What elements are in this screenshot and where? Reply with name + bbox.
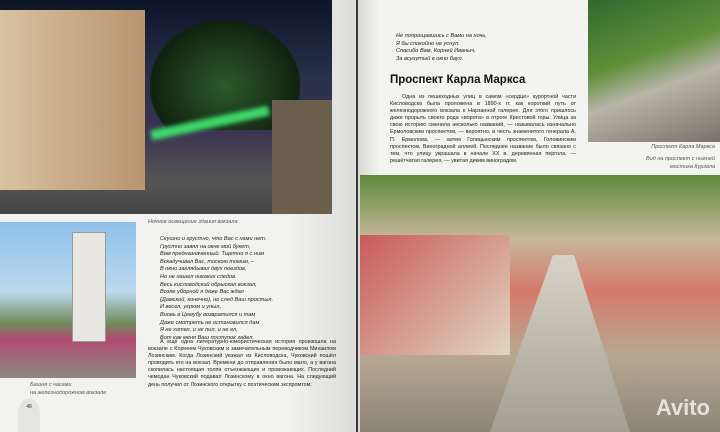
poem-right <box>396 33 576 63</box>
caption-line: Башня с часами <box>30 382 72 388</box>
caption-line: Проспект Карла Маркса <box>651 144 715 150</box>
caption-line: Вид на проспект с нижней <box>646 156 715 162</box>
poem-line: Вновь в Цемубу возвратился и там <box>160 311 256 318</box>
poem-line: Грустно завял на окне мой букет, <box>160 243 251 250</box>
poem-line: Весь кисловодский обрыскал вокзал, <box>160 281 257 288</box>
poem-line: Вам предназначенный. Тщетно я с ним <box>160 251 264 258</box>
poem-line: Не попрощавшись с Вами на ночь, <box>396 33 487 39</box>
poem-line: Но не нашел никаких следов. <box>160 273 237 280</box>
section-title: Проспект Карла Маркса <box>390 74 526 86</box>
paragraph-right: Одна из пешеходных улиц в самом «сердце» курортной части Кисловодска была проложена в 1890-х гг. как короткий путь от железнодорожного вокзала к Нарзанной галерее. Для этого пришлось даже прорыть своего рода «ворота» в отроге Крестовой горы. Улица за свою историю сменила несколько названий, — называлась изначально Ермоловским проспектом, — вероятно, в честь знаменитого генерала А. П. Ермолова, — затем Голицынским проспектом, Головинским проспектом, Виноградной аллеей. Последнее название было связано с тем, что улицу украшала в начале XX в. деревянная пергола, — решётчатая галерея, — увитая диким виноградом. <box>390 94 576 164</box>
poem-line: Я бы спокойно не уснул. <box>396 40 460 47</box>
watermark: Avito <box>655 395 710 420</box>
poem-line: (Дамской, конечно), но след Ваш простыл. <box>160 296 274 303</box>
poem-line: Я не хотел, и не пил, и не ел, <box>160 327 238 334</box>
paragraph-left: А ещё одна литературно-юмористическая история произошла на вокзале с Корнеем Чуковским и замечательным переводчиком Михаилом Лозинским. Когда Лозинский уезжал из Кисловодска, Чуковский пошёл проводить его на вокзал. Времени до отправления было мало, а у вагона скопилась настоящая толпа отъезжающих и провожающих. Последний чемодан Чуковский подавал Лозинскому в окно вагона. На следующий день получил от Лозинского открытку с поэтическим экспромтом: <box>148 339 336 388</box>
page-number: 48 <box>18 398 40 432</box>
poem-line: И весел, угрюм и уныл, <box>160 304 222 311</box>
poem-line: Вскадучивал Вас, тоскою томим, – <box>160 258 255 265</box>
poem-line: В окно заглядывал двух поездов, <box>160 266 247 273</box>
poem-line: Даже смотреть не остановился дам <box>160 319 260 326</box>
caption-line: на железнодорожном вокзале <box>30 390 107 396</box>
poem-line: Возле уборной я даже Вас ждал <box>160 289 244 296</box>
night-station-photo <box>0 0 332 214</box>
poem-left <box>160 236 340 342</box>
clock-tower-photo <box>0 222 136 378</box>
caption-line: мостика Курзала <box>670 164 715 170</box>
prospect-aerial-photo <box>588 0 720 142</box>
photo-caption-prospect <box>620 143 715 171</box>
poem-line: Скушно и грустно, что Вас с нами нет. <box>160 236 267 242</box>
poem-line: За всунутый в окно баул. <box>396 55 464 62</box>
poem-line: Спасибо Вам, Корней Иваныч, <box>396 48 476 55</box>
photo-caption-clock-tower <box>30 381 106 397</box>
poem-line: Вот как меня Ваш поступок задел. <box>160 334 254 341</box>
photo-caption-station: Ночное освещение здания вокзала <box>148 219 238 225</box>
pedestrian-street-photo <box>360 175 720 432</box>
